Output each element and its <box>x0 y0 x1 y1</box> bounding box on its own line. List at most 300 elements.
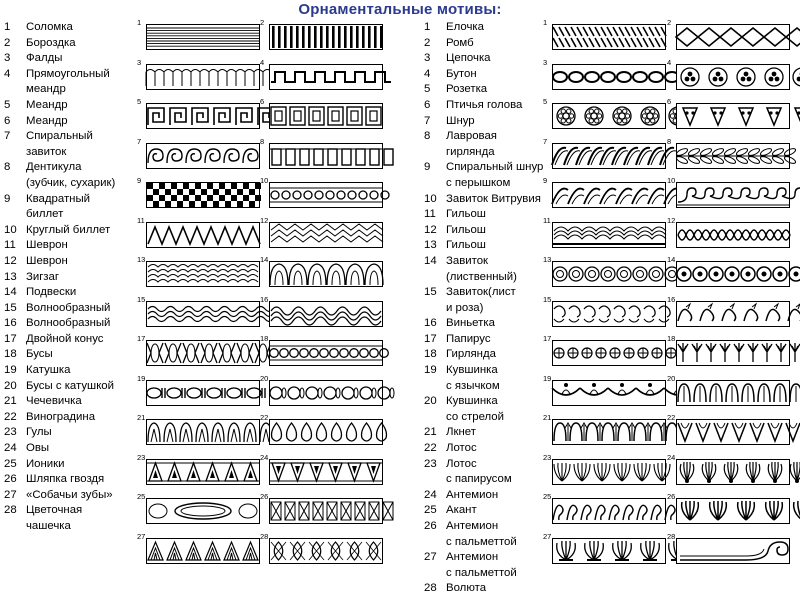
legend-label: Чечевичка <box>26 394 136 410</box>
panel-number: 10 <box>667 177 675 185</box>
ornament-panel <box>269 498 383 524</box>
legend-number: 28 <box>4 503 26 519</box>
legend-item <box>4 98 136 114</box>
legend-label: Виноградина <box>26 410 136 426</box>
panel-number: 20 <box>667 375 675 383</box>
legend-number: 9 <box>424 160 446 176</box>
panel-number: 11 <box>137 217 145 225</box>
legend-item <box>4 36 136 52</box>
panel-number: 10 <box>260 177 268 185</box>
panel-number: 21 <box>137 414 145 422</box>
legend-number: 16 <box>4 316 26 332</box>
legend-label: Птичья голова <box>446 98 548 114</box>
ornament-panel <box>552 340 666 366</box>
panel-number: 22 <box>667 414 675 422</box>
ornament-drawing <box>552 380 666 406</box>
ornament-panel <box>146 182 260 208</box>
legend-number: 7 <box>424 114 446 130</box>
legend-item <box>4 114 136 130</box>
legend-number: 23 <box>424 457 446 473</box>
legend-number: 7 <box>4 129 26 145</box>
legend-number: 11 <box>4 238 26 254</box>
ornament-panel <box>552 143 666 169</box>
legend-label: Гильош <box>446 207 548 223</box>
ornament-drawing <box>676 419 790 445</box>
panel-number: 24 <box>667 454 675 462</box>
legend-label: Бороздка <box>26 36 136 52</box>
legend-number: 16 <box>424 316 446 332</box>
ornament-drawing <box>676 24 790 50</box>
ornament-drawing <box>269 182 383 208</box>
ornament-panel <box>552 419 666 445</box>
legend-item <box>424 20 548 36</box>
legend-number: 15 <box>424 285 446 301</box>
panel-number: 8 <box>260 138 264 146</box>
ornament-panel <box>552 24 666 50</box>
legend-item <box>4 347 136 363</box>
ornament-drawing <box>146 103 260 129</box>
legend-label: Папирус <box>446 332 548 348</box>
panel-number: 6 <box>667 98 671 106</box>
ornament-panel <box>676 222 790 248</box>
ornament-drawing <box>552 498 666 524</box>
ornament-panel <box>552 380 666 406</box>
legend-item <box>4 223 136 239</box>
ornament-panel <box>552 459 666 485</box>
legend-item <box>4 503 136 534</box>
ornament-panel <box>676 340 790 366</box>
ornament-drawing <box>269 103 383 129</box>
ornament-panel <box>269 459 383 485</box>
panel-number: 26 <box>260 493 268 501</box>
panel-number: 12 <box>260 217 268 225</box>
legend-item <box>4 488 136 504</box>
ornament-panel <box>146 301 260 327</box>
legend-number: 4 <box>424 67 446 83</box>
legend-label: Розетка <box>446 82 548 98</box>
ornament-drawing <box>676 380 790 406</box>
ornament-panel <box>269 222 383 248</box>
legend-label: Антемион <box>446 488 548 504</box>
ornament-panel <box>146 419 260 445</box>
ornament-panel <box>676 24 790 50</box>
ornament-drawing <box>552 538 666 564</box>
legend-label: Виньетка <box>446 316 548 332</box>
panel-number: 18 <box>667 335 675 343</box>
legend-item <box>424 581 548 597</box>
ornament-panel <box>676 182 790 208</box>
ornament-panel <box>552 64 666 90</box>
legend-number: 18 <box>424 347 446 363</box>
panel-number: 3 <box>543 59 547 67</box>
legend-item <box>4 441 136 457</box>
legend-item <box>424 67 548 83</box>
legend-number: 9 <box>4 192 26 208</box>
legend-number: 15 <box>4 301 26 317</box>
ornament-panel <box>676 143 790 169</box>
panel-number: 7 <box>137 138 141 146</box>
ornament-drawing <box>269 301 383 327</box>
panel-number: 13 <box>543 256 551 264</box>
ornament-drawing <box>269 261 383 287</box>
ornament-drawing <box>269 64 383 90</box>
ornament-panel <box>676 498 790 524</box>
legend-number: 27 <box>424 550 446 566</box>
legend-item <box>424 254 548 285</box>
ornament-drawing <box>552 64 666 90</box>
panel-number: 1 <box>543 19 547 27</box>
legend-item <box>4 379 136 395</box>
legend-number: 8 <box>424 129 446 145</box>
ornament-panel <box>676 103 790 129</box>
legend-item <box>424 550 548 581</box>
legend-item <box>4 363 136 379</box>
panel-number: 19 <box>543 375 551 383</box>
legend-item <box>4 394 136 410</box>
legend-number: 2 <box>4 36 26 52</box>
legend-label: Гирлянда <box>446 347 548 363</box>
ornament-drawing <box>552 222 666 248</box>
legend-label: Лкнет <box>446 425 548 441</box>
ornament-panel <box>269 419 383 445</box>
legend-number: 12 <box>4 254 26 270</box>
ornament-drawing <box>146 261 260 287</box>
legend-item <box>424 347 548 363</box>
panel-number: 6 <box>260 98 264 106</box>
panel-number: 23 <box>543 454 551 462</box>
legend-number: 22 <box>4 410 26 426</box>
panel-number: 1 <box>137 19 141 27</box>
ornament-panel <box>269 103 383 129</box>
page-title: Орнаментальные мотивы: <box>0 1 800 18</box>
ornament-panel <box>146 498 260 524</box>
ornament-panel <box>552 538 666 564</box>
panel-number: 18 <box>260 335 268 343</box>
legend-item <box>4 129 136 160</box>
ornament-drawing <box>676 459 790 485</box>
ornament-drawing <box>269 538 383 564</box>
panel-number: 16 <box>667 296 675 304</box>
ornament-drawing <box>146 380 260 406</box>
ornament-drawing <box>269 340 383 366</box>
legend-number: 22 <box>424 441 446 457</box>
ornament-panel <box>269 24 383 50</box>
panel-number: 3 <box>137 59 141 67</box>
panel-number: 23 <box>137 454 145 462</box>
ornament-drawing <box>269 419 383 445</box>
ornament-drawing <box>676 498 790 524</box>
ornament-panel <box>146 64 260 90</box>
panel-number: 26 <box>667 493 675 501</box>
panel-number: 22 <box>260 414 268 422</box>
legend-item <box>4 192 136 223</box>
legend-item <box>424 192 548 208</box>
ornament-panel <box>269 301 383 327</box>
legend-item <box>424 160 548 191</box>
panel-number: 17 <box>543 335 551 343</box>
ornament-panel <box>552 103 666 129</box>
ornament-panel <box>552 498 666 524</box>
legend-item <box>424 488 548 504</box>
panel-number: 4 <box>260 59 264 67</box>
legend-number: 18 <box>4 347 26 363</box>
legend-label: Завиток(лист и роза) <box>446 285 548 316</box>
legend-number: 14 <box>424 254 446 270</box>
ornament-drawing <box>552 301 666 327</box>
legend-item <box>424 316 548 332</box>
legend-number: 26 <box>424 519 446 535</box>
legend-label: Соломка <box>26 20 136 36</box>
ornament-drawing <box>146 24 260 50</box>
ornament-panel <box>269 182 383 208</box>
ornament-drawing <box>676 64 790 90</box>
legend-number: 3 <box>4 51 26 67</box>
ornament-panel <box>676 459 790 485</box>
legend-label: Подвески <box>26 285 136 301</box>
panel-number: 14 <box>667 256 675 264</box>
ornament-drawing <box>552 182 666 208</box>
ornament-drawing <box>676 261 790 287</box>
panel-number: 9 <box>137 177 141 185</box>
ornament-panel <box>676 261 790 287</box>
legend-right <box>424 20 548 597</box>
ornament-drawing <box>676 538 790 564</box>
legend-label: Катушка <box>26 363 136 379</box>
legend-number: 19 <box>4 363 26 379</box>
panel-number: 15 <box>137 296 145 304</box>
panel-number: 15 <box>543 296 551 304</box>
legend-number: 21 <box>424 425 446 441</box>
legend-number: 8 <box>4 160 26 176</box>
legend-item <box>4 20 136 36</box>
legend-item <box>424 394 548 425</box>
panel-number: 28 <box>667 533 675 541</box>
ornament-panel <box>552 261 666 287</box>
ornament-drawing <box>146 419 260 445</box>
panel-number: 5 <box>543 98 547 106</box>
panel-number: 5 <box>137 98 141 106</box>
legend-number: 11 <box>424 207 446 223</box>
ornament-drawing <box>676 103 790 129</box>
legend-number: 2 <box>424 36 446 52</box>
legend-number: 13 <box>4 270 26 286</box>
legend-item <box>4 301 136 317</box>
legend-item <box>4 332 136 348</box>
ornament-panel <box>269 340 383 366</box>
legend-number: 12 <box>424 223 446 239</box>
ornament-panel <box>269 143 383 169</box>
ornament-panel <box>676 538 790 564</box>
legend-item <box>424 425 548 441</box>
legend-item <box>424 82 548 98</box>
legend-label: Шнур <box>446 114 548 130</box>
legend-number: 20 <box>4 379 26 395</box>
legend-label: Акант <box>446 503 548 519</box>
panel-number: 27 <box>543 533 551 541</box>
legend-number: 26 <box>4 472 26 488</box>
ornament-drawing <box>146 143 260 169</box>
legend-number: 25 <box>424 503 446 519</box>
panel-number: 21 <box>543 414 551 422</box>
legend-label: Антемион с пальметтой <box>446 519 548 550</box>
ornament-panel <box>146 340 260 366</box>
legend-number: 24 <box>424 488 446 504</box>
ornament-drawing <box>676 301 790 327</box>
ornament-drawing <box>676 222 790 248</box>
ornament-panel <box>676 380 790 406</box>
panel-number: 9 <box>543 177 547 185</box>
legend-label: Меандр <box>26 98 136 114</box>
legend-label: Меандр <box>26 114 136 130</box>
legend-item <box>4 67 136 98</box>
ornament-panel <box>269 64 383 90</box>
ornament-panel <box>269 261 383 287</box>
legend-label: Лавровая гирлянда <box>446 129 548 160</box>
legend-label: Антемион с пальметтой <box>446 550 548 581</box>
legend-number: 17 <box>424 332 446 348</box>
legend-number: 10 <box>424 192 446 208</box>
panel-number: 4 <box>667 59 671 67</box>
legend-label: Цветочная чашечка <box>26 503 136 534</box>
ornament-panel <box>146 261 260 287</box>
panel-number: 2 <box>667 19 671 27</box>
ornament-drawing <box>552 419 666 445</box>
ornament-drawing <box>269 498 383 524</box>
panel-number: 13 <box>137 256 145 264</box>
legend-item <box>424 207 548 223</box>
legend-label: Завиток Витрувия <box>446 192 548 208</box>
legend-item <box>424 98 548 114</box>
ornament-drawing <box>146 340 260 366</box>
legend-label: Волнообразный <box>26 301 136 317</box>
legend-item <box>424 114 548 130</box>
panel-number: 16 <box>260 296 268 304</box>
legend-number: 20 <box>424 394 446 410</box>
legend-item <box>424 519 548 550</box>
legend-item <box>4 316 136 332</box>
legend-label: Круглый биллет <box>26 223 136 239</box>
legend-label: Гильош <box>446 238 548 254</box>
legend-number: 14 <box>4 285 26 301</box>
legend-item <box>424 332 548 348</box>
panel-number: 19 <box>137 375 145 383</box>
ornament-panel <box>676 301 790 327</box>
legend-item <box>4 472 136 488</box>
legend-label: Бусы <box>26 347 136 363</box>
ornament-drawing <box>552 261 666 287</box>
ornament-drawing <box>269 222 383 248</box>
legend-item <box>424 129 548 160</box>
legend-label: Овы <box>26 441 136 457</box>
ornament-drawing <box>146 538 260 564</box>
legend-label: «Собачьи зубы» <box>26 488 136 504</box>
legend-label: Спиральный шнур с перышком <box>446 160 548 191</box>
ornament-panel <box>269 380 383 406</box>
ornament-drawing <box>269 459 383 485</box>
legend-label: Гулы <box>26 425 136 441</box>
panel-number: 7 <box>543 138 547 146</box>
ornament-panel <box>146 103 260 129</box>
legend-item <box>424 503 548 519</box>
legend-item <box>424 36 548 52</box>
legend-label: Лотос <box>446 441 548 457</box>
legend-label: Бусы с катушкой <box>26 379 136 395</box>
panel-number: 17 <box>137 335 145 343</box>
legend-item <box>4 51 136 67</box>
ornament-drawing <box>676 182 790 208</box>
panel-number: 27 <box>137 533 145 541</box>
legend-label: Прямоугольный меандр <box>26 67 136 98</box>
legend-number: 5 <box>4 98 26 114</box>
legend-number: 1 <box>4 20 26 36</box>
legend-item <box>4 457 136 473</box>
panel-number: 28 <box>260 533 268 541</box>
ornament-panel <box>552 222 666 248</box>
ornament-drawing <box>269 24 383 50</box>
ornament-drawing <box>676 143 790 169</box>
ornament-drawing <box>676 340 790 366</box>
panel-number: 12 <box>667 217 675 225</box>
legend-left <box>4 20 136 535</box>
ornament-drawing <box>552 340 666 366</box>
panel-number: 14 <box>260 256 268 264</box>
legend-label: Завиток (лиственный) <box>446 254 548 285</box>
ornament-panel <box>552 182 666 208</box>
legend-label: Спиральный завиток <box>26 129 136 160</box>
ornament-panel <box>676 64 790 90</box>
legend-item <box>4 238 136 254</box>
legend-label: Зигзаг <box>26 270 136 286</box>
legend-item <box>424 223 548 239</box>
legend-label: Лотос с папирусом <box>446 457 548 488</box>
legend-number: 5 <box>424 82 446 98</box>
legend-item <box>424 285 548 316</box>
legend-number: 6 <box>4 114 26 130</box>
legend-label: Ионики <box>26 457 136 473</box>
ornament-panel <box>269 538 383 564</box>
legend-number: 13 <box>424 238 446 254</box>
ornament-drawing <box>146 182 260 208</box>
legend-label: Дентикула (зубчик, сухарик) <box>26 160 136 191</box>
panel-number: 11 <box>543 217 551 225</box>
legend-number: 24 <box>4 441 26 457</box>
ornament-panel <box>146 538 260 564</box>
ornament-drawing <box>269 143 383 169</box>
legend-label: Двойной конус <box>26 332 136 348</box>
legend-label: Елочка <box>446 20 548 36</box>
panel-number: 8 <box>667 138 671 146</box>
panel-number: 25 <box>137 493 145 501</box>
legend-item <box>4 254 136 270</box>
legend-number: 25 <box>4 457 26 473</box>
ornament-drawing <box>146 459 260 485</box>
legend-item <box>424 457 548 488</box>
legend-number: 3 <box>424 51 446 67</box>
legend-label: Шеврон <box>26 238 136 254</box>
ornament-panel <box>146 143 260 169</box>
ornament-drawing <box>552 143 666 169</box>
legend-label: Шеврон <box>26 254 136 270</box>
legend-label: Шляпка гвоздя <box>26 472 136 488</box>
legend-number: 1 <box>424 20 446 36</box>
legend-label: Ромб <box>446 36 548 52</box>
panel-number: 2 <box>260 19 264 27</box>
legend-number: 27 <box>4 488 26 504</box>
legend-item <box>4 270 136 286</box>
legend-number: 21 <box>4 394 26 410</box>
ornament-panel <box>146 222 260 248</box>
legend-item <box>4 160 136 191</box>
